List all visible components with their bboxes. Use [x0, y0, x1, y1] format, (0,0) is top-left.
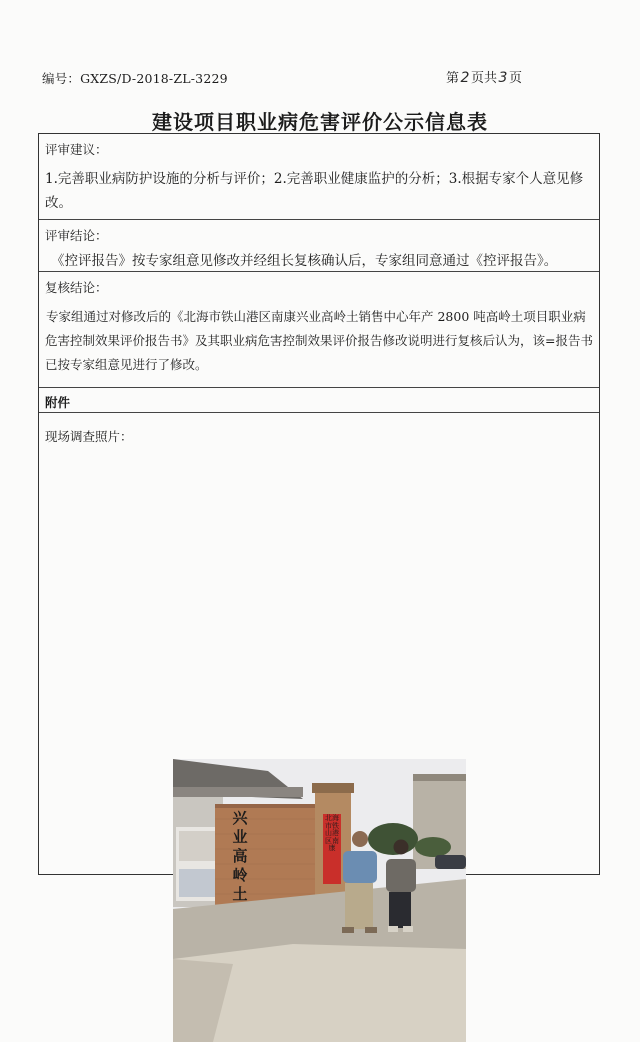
- page-suffix: 页: [508, 71, 522, 86]
- review-suggestion-text: 1.完善职业病防护设施的分析与评价；2.完善职业健康监护的分析；3.根据专家个人意见修改。: [45, 171, 584, 211]
- site-survey-photo: [173, 759, 466, 1042]
- attachment-label: 附件: [45, 395, 71, 410]
- page-prefix: 第: [445, 71, 459, 86]
- review-conclusion-row: [39, 220, 599, 272]
- red-plaque-text: 北海市铁山港区南康: [325, 814, 339, 853]
- site-photo-illustration: [173, 759, 466, 1042]
- page-middle: 页共: [470, 71, 497, 86]
- review-suggestion-label: 评审建议：: [45, 142, 108, 157]
- attachment-row: [39, 388, 599, 413]
- gate-char-4: 岭: [232, 866, 248, 884]
- page-current: 2: [460, 70, 470, 86]
- gate-char-3: 高: [232, 847, 248, 865]
- site-photos-row: [39, 413, 599, 903]
- recheck-conclusion-row: [39, 272, 599, 388]
- recheck-conclusion-label: 复核结论：: [45, 280, 108, 295]
- info-table: [38, 133, 600, 903]
- review-conclusion-text: 《控评报告》按专家组意见修改并经组长复核确认后，专家组同意通过《控评报告》。: [51, 253, 558, 269]
- page-total: 3: [498, 70, 508, 86]
- gate-char-5: 土: [232, 885, 248, 903]
- doc-number: 编号：GXZS/D-2018-ZL-3229: [42, 71, 228, 86]
- review-conclusion-label: 评审结论：: [45, 228, 108, 243]
- recheck-conclusion-text: 专家组通过对修改后的《北海市铁山港区南康兴业高岭土销售中心年产 2800 吨高岭土项目职业病危害控制效果评价报告书》及其职业病危害控制效果评价报告修改说明进行复核后认为，该=报告书已按专家组意见进行了修改。: [45, 309, 593, 372]
- document-title: 建设项目职业病危害评价公示信息表: [152, 110, 488, 134]
- page-indicator: [446, 67, 522, 86]
- gate-char-2: 业: [232, 828, 248, 846]
- review-suggestion-row: [39, 134, 599, 220]
- gate-characters: [230, 809, 250, 904]
- gate-char-1: 兴: [232, 809, 248, 827]
- site-photos-label: 现场调查照片：: [45, 429, 133, 444]
